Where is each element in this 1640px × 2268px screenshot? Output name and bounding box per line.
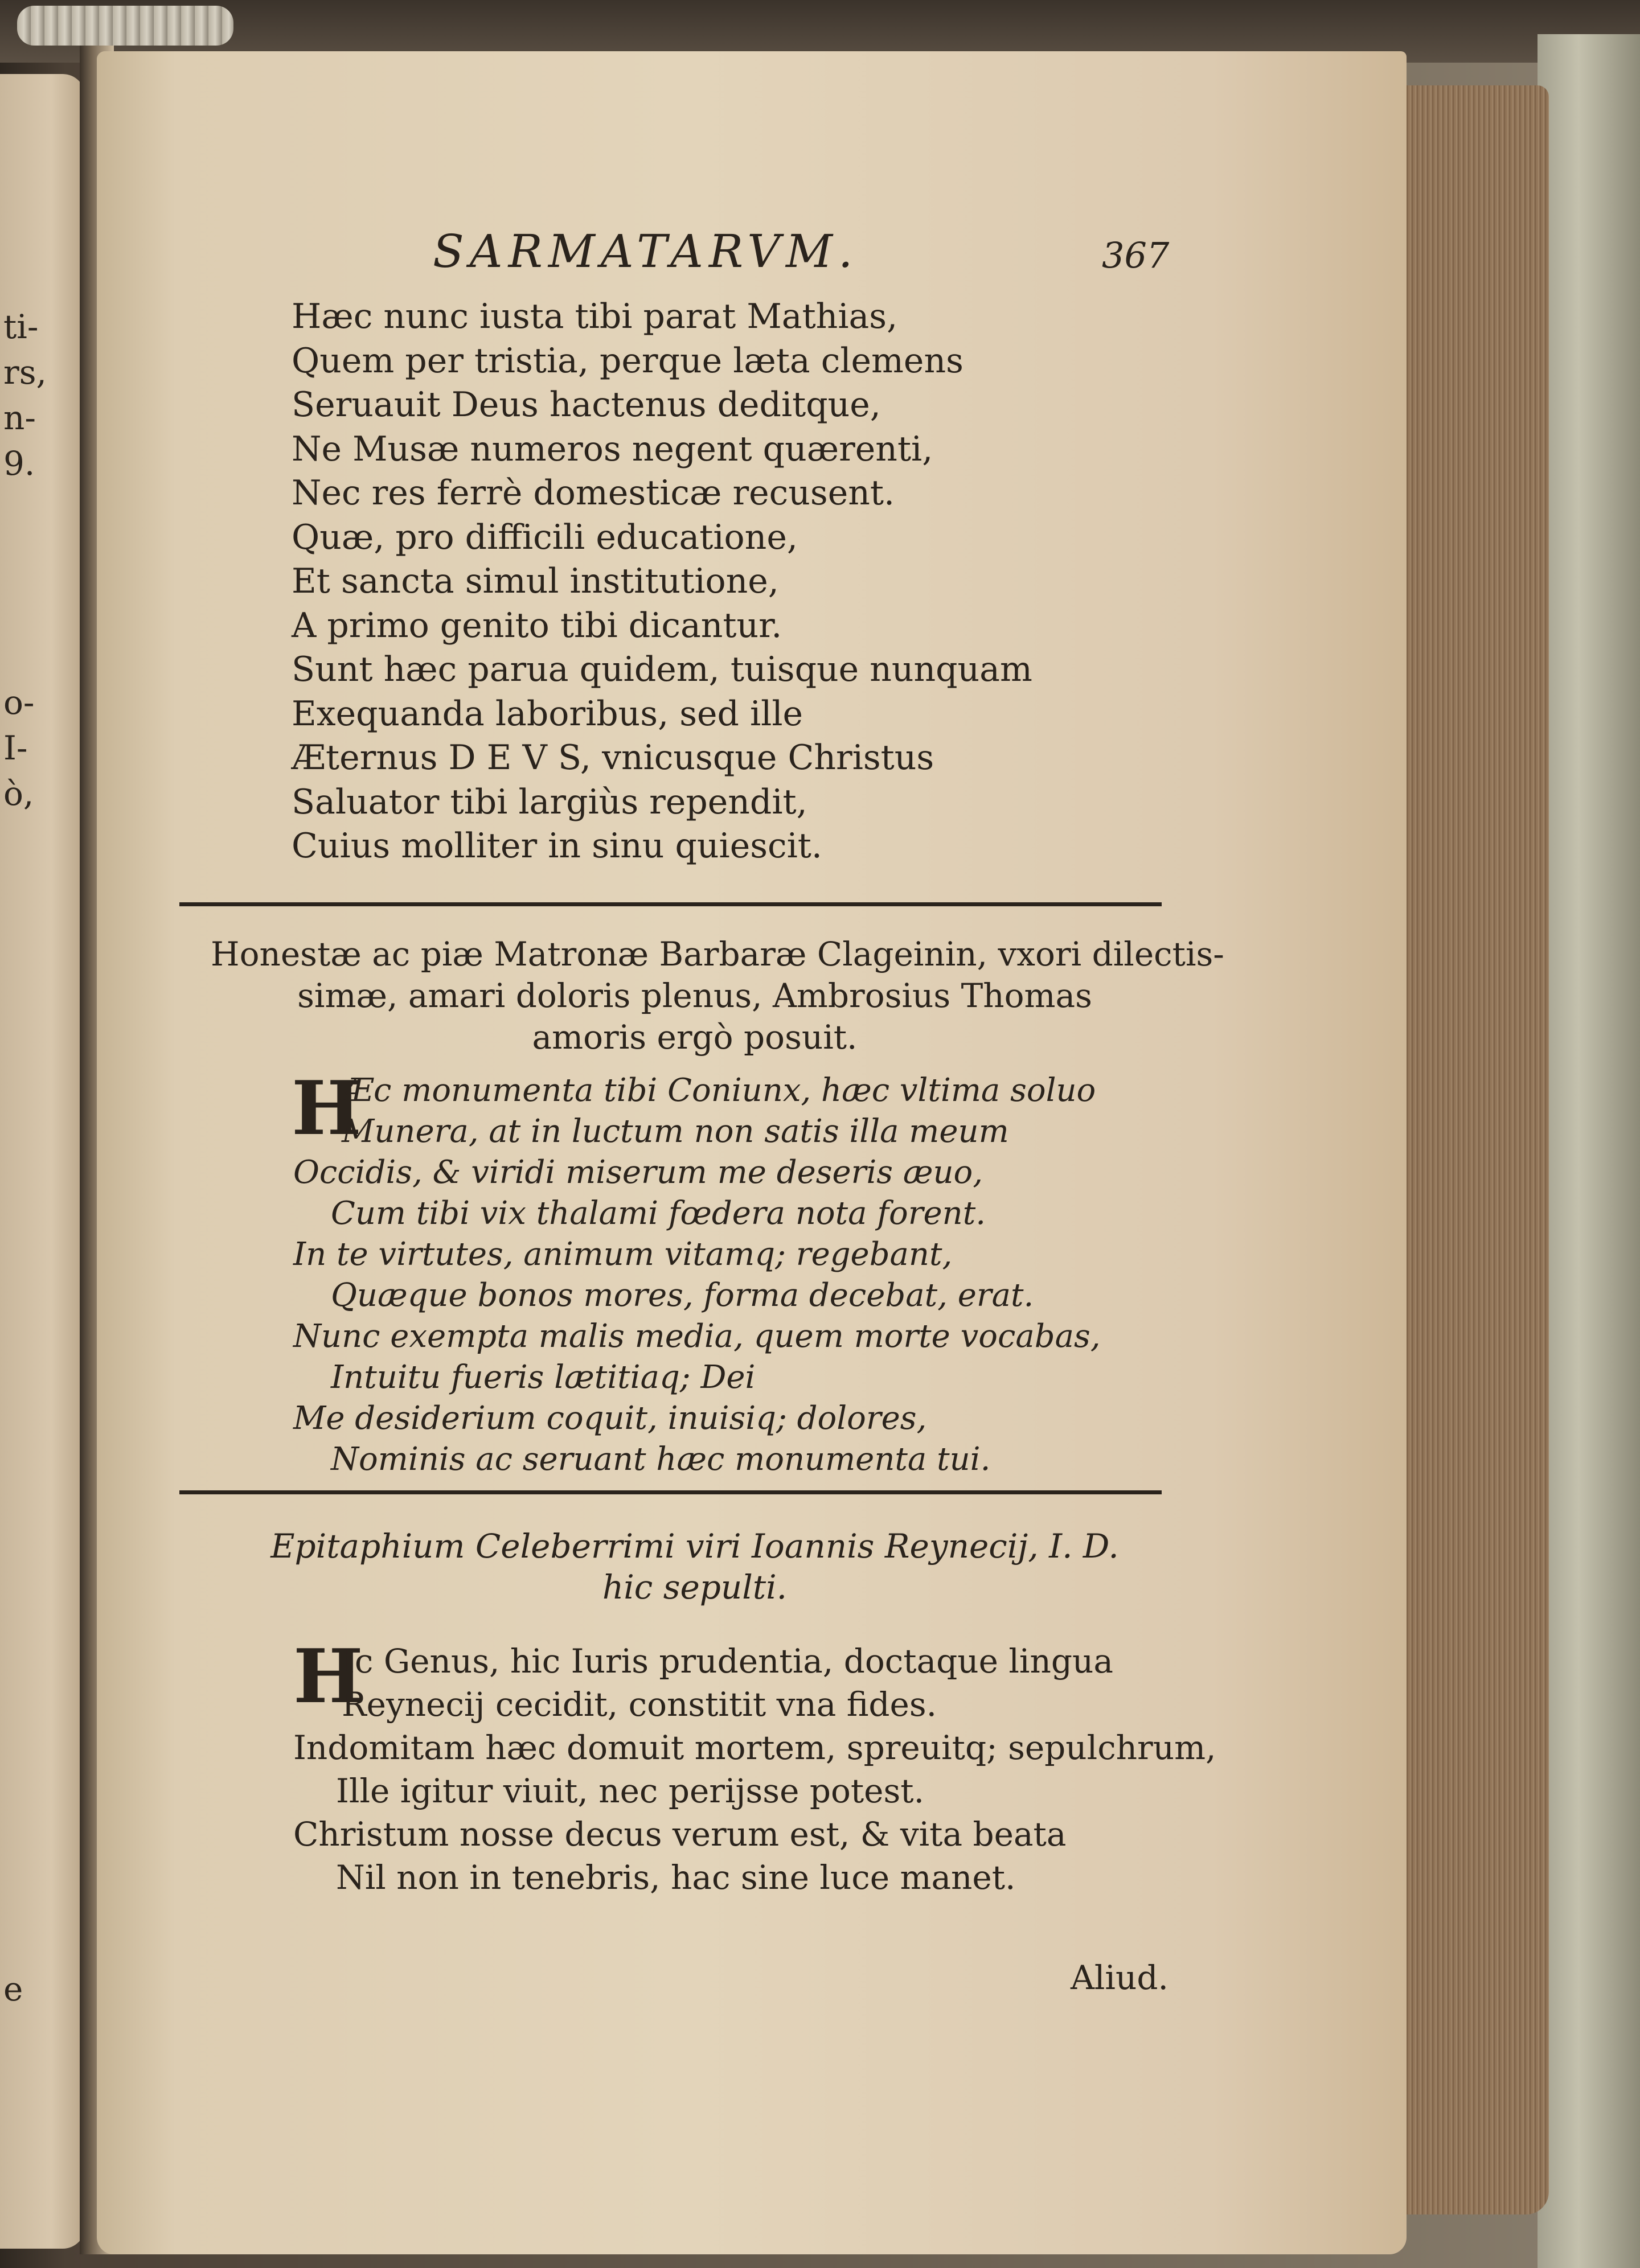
left-fragment-text: 9. (3, 444, 35, 483)
left-fragment-text: ò, (3, 774, 34, 813)
poem-section-3 (342, 1640, 1113, 1726)
left-page-fragment (0, 74, 85, 2249)
poem-section-3-continued (293, 1726, 1216, 1899)
epitaph-heading-reynecius (211, 1526, 1179, 1608)
verse-line: Æternus D E V S, vnicusque Christus (292, 738, 934, 778)
verse-line: Nec res ferrè domesticæ recusent. (292, 473, 895, 513)
verse-line: Quæ, pro difficili educatione, (292, 517, 798, 557)
verse-line: Quæque bonos mores, forma decebat, erat. (331, 1277, 1034, 1314)
headband (17, 6, 233, 46)
poem-section-2 (342, 1070, 1096, 1152)
verse-line: Indomitam hæc domuit mortem, spreuitq; sepulchrum, (293, 1728, 1216, 1767)
heading-line: Honestæ ac piæ Matronæ Barbaræ Clageinin, vxori dilectis- (211, 935, 1224, 973)
verse-line: Quem per tristia, perque læta clemens (292, 340, 964, 381)
running-title: SARMATARVM. (433, 225, 859, 278)
verse-line: Hæc nunc iusta tibi parat Mathias, (292, 297, 898, 336)
verse-line: Intuitu fueris lætitiaq; Dei (331, 1359, 756, 1396)
verse-line: Nunc exempta malis media, quem morte vocabas, (293, 1318, 1101, 1355)
left-fragment-text: I- (3, 729, 28, 767)
book-cover-edge (1538, 34, 1640, 2268)
verse-line: In te virtutes, animum vitamq; regebant, (293, 1236, 953, 1273)
verse-line: Nil non in tenebris, hac sine luce manet. (336, 1858, 1016, 1897)
verse-line: Sunt hæc parua quidem, tuisque nunquam (292, 650, 1032, 689)
verse-line: Et sancta simul institutione, (292, 561, 779, 601)
left-fragment-text: ti- (3, 307, 39, 346)
left-fragment-text: n- (3, 398, 36, 437)
section-divider (179, 1490, 1162, 1494)
heading-line: simæ, amari doloris plenus, Ambrosius Thomas (297, 976, 1092, 1015)
catchword: Aliud. (1071, 1958, 1168, 1997)
verse-line: Ne Musæ numeros negent quærenti, (292, 429, 933, 469)
verse-line: Reynecij cecidit, constitit vna fides. (342, 1685, 937, 1724)
verse-line: Ille igitur viuit, nec perijsse potest. (336, 1772, 925, 1810)
verse-line: Nominis ac seruant hæc monumenta tui. (331, 1441, 991, 1478)
verse-line: Cum tibi vix thalami fœdera nota forent. (331, 1195, 986, 1232)
drop-cap: H (292, 1065, 362, 1152)
verse-line: Me desiderium coquit, inuisiq; dolores, (293, 1400, 927, 1437)
verse-line: Exequanda laboribus, sed ille (292, 693, 803, 734)
left-fragment-text: rs, (3, 353, 47, 392)
poem-section-1 (292, 295, 1032, 869)
poem-section-2-continued (293, 1152, 1101, 1480)
page-number: 367 (1102, 235, 1170, 276)
left-fragment-text: e (3, 1970, 23, 2008)
verse-line: Ic Genus, hic Iuris prudentia, doctaque lingua (342, 1642, 1113, 1681)
section-divider (179, 902, 1162, 906)
drop-cap: H (293, 1633, 363, 1720)
verse-line: Seruauit Deus hactenus deditque, (292, 385, 881, 425)
verse-line: A primo genito tibi dicantur. (292, 605, 782, 646)
heading-line: Epitaphium Celeberrimi viri Ioannis Reynecij, I. D. (270, 1527, 1119, 1566)
epitaph-heading-barbara (211, 934, 1224, 1058)
heading-line: hic sepulti. (602, 1568, 788, 1606)
verse-line: Occidis, & viridi miserum me deseris æuo, (293, 1154, 983, 1191)
left-fragment-text: o- (3, 683, 35, 722)
verse-line: Saluator tibi largiùs rependit, (292, 782, 807, 822)
verse-line: Munera, at in luctum non satis illa meum (342, 1113, 1009, 1150)
verse-line: Cuius molliter in sinu quiescit. (292, 826, 822, 866)
verse-line: Christum nosse decus verum est, & vita beata (293, 1815, 1067, 1854)
heading-line: amoris ergò posuit. (532, 1018, 858, 1057)
verse-line: Æc monumenta tibi Coniunx, hæc vltima soluo (342, 1072, 1096, 1109)
